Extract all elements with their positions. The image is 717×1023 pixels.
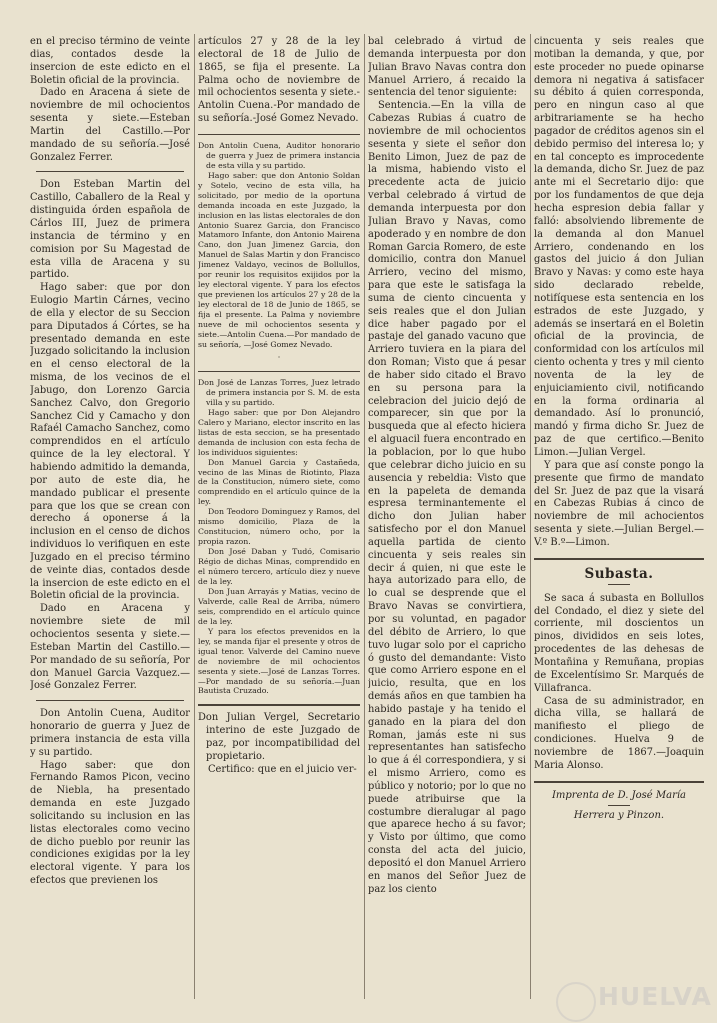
separator-rule	[198, 134, 360, 135]
certificate-closing: Y para que así conste pongo la presente que firmo de mandato del Sr. Juez de paz que la visará en Cabezas Rubias á cinco de noviembre de mil achocientos sesenta y siete.—Julian Bergel.—V.º B.º—Limon.	[534, 459, 704, 548]
separator-rule	[36, 700, 184, 701]
edict-body: Hago saber: que por Don Alejandro Calero y Mariano, elector inscrito en las listas de esta seccion, se ha presentado demanda de inclusion con esta fecha de los individuos siguientes:	[198, 407, 360, 457]
archive-seal-watermark	[556, 982, 596, 1022]
certificate-header: Don Julian Vergel, Secretario interino de este Juzgado de paz, por incompatibilidad del propietario.	[198, 712, 360, 762]
separator-rule	[534, 558, 704, 560]
sentence-continuation: cincuenta y seis reales que motiban la demanda, y que, por este proceder no puede opinarse demora ni negativa á satisfacer su débito á quien corresponda, pero en ningun caso al que arbitrariamente se ha hecho pagador de créditos agenos sin el debido permiso del interesa lo; y en tal concepto es improcedente la demanda, dicho Sr. Juez de paz ante mi el Secretario dijo: que por los fundamentos de que deja hecha espresion debia fallar y falló: absolviendo libremente de la demanda al don Manuel Arriero, condenando en los gastos del juicio á don Julian Bravo y Navas: y como este haya sido declarado rebelde, notifíquese esta sentencia en los estrados de este Juzgado, y además se insertará en el Boletin oficial de la provincia, de conformidad con los artículos mil ciento ochenta y tres y mil ciento noventa de la ley de enjuiciamiento civil, notificando en la forma ordinaria al demandado. Así lo pronunció, mandó y firma dicho Sr. Juez de paz de que certifico.—Benito Limon.—Julian Vergel.	[534, 36, 704, 458]
edict-item: Don José Daban y Tudó, Comisario Régio de dichas Minas, comprendido en el número tercero, artículo diez y nueve de la ley.	[198, 547, 360, 586]
edict-item: Don Manuel Garcia y Castañeda, vecino de las Minas de Riotinto, Plaza de la Constitucion, número siete, como comprendido en el artículo quince de la ley.	[198, 457, 360, 507]
archive-watermark: HUELVA	[598, 982, 712, 1011]
separator-rule	[36, 171, 184, 172]
edict-body: Hago saber: que don Fernando Ramos Picon, vecino de Niebla, ha presentado demanda en este Juzgado solicitando su inclusion en las listas electorales como vecino de dicho pueblo por reunir las condiciones exigidas por la ley electoral vigente. Y para los efectos que previenen los	[30, 759, 190, 887]
certificate-body: Certifico: que en el juicio ver-	[208, 763, 357, 775]
column-2	[198, 36, 360, 777]
separator-rule	[534, 781, 704, 783]
sentence-text: Sentencia.—En la villa de Cabezas Rubias á cuatro de noviembre de mil ochocientos sesenta y siete el señor don Benito Limon, Juez de paz de la misma, habiendo visto el precedente acta de juicio verbal celebrado á virtud de demanda interpuesta por don Julian Bravo y Navas, como apoderado y en nombre de don Roman Garcia Romero, de este domicilio, contra don Manuel Arriero, vecino del mismo, para que este le satisfaga la suma de ciento cincuenta y seis reales que el don Julian dice haber pagado por el pastaje del ganado vacuno que Arriero tuviera en la piara del don Roman; Visto que á pesar de haber sido citado el Bravo en su persona para la celebracion del juicio dejó de comparecer, sin que por la busqueda que al efecto hiciera el alguacil fuera encontrado en la poblacion, por lo que hubo que celebrar dicho juicio en su ausencia y rebeldia: Visto que en la papeleta de demanda espresa terminantemente el dicho don Julian haber satisfecho por el don Manuel aquella partida de ciento cincuenta y seis reales sin decir á quien, ni que este le haya autorizado para ello, de lo cual se desprende que el Bravo Navas se convirtiera, por su voluntad, en pagador del débito de Arriero, lo que tuvo lugar solo por el capricho ó gusto del demandante: Visto que como Arriero espone en el juicio, resulta, que en los demás años en que tambien ha habido pastaje y ha tenido el ganado en la piara del don Roman, jamás este ni sus representantes han satisfecho lo que á él correspondiera, y si el mismo Arriero, como es público y notorio; por lo que no puede atribuirse que la costumbre dieralugar al pago que aparece hecho á su favor; y Visto por último, que como consta del acta del juicio, depositó el don Manuel Arriero en manos del Señor Juez de paz los ciento	[368, 100, 526, 895]
separator-rule	[198, 371, 360, 372]
certificate-continuation: bal celebrado á virtud de demanda interpuesta por don Julian Bravo Navas contra don Manuel Arriero, á recaido la sentencia del tenor siguiente:	[368, 36, 526, 99]
title-dash	[608, 584, 630, 585]
imprint-dash	[608, 805, 630, 806]
edict-signature: Dado en Aracena y noviembre siete de mil ochocientos sesenta y siete.—Esteban Martin del Castillo.—Por mandado de su señoría, Por don Manuel Garcia Vazquez.—José Gonzalez Ferrer.	[30, 603, 190, 692]
separator-rule	[198, 704, 360, 706]
edict-item: Don Teodoro Dominguez y Ramos, del mismo domicilio, Plaza de la Constitucion, número ocho, por la propia razon.	[198, 507, 360, 547]
column-4	[534, 36, 704, 822]
auction-text: Se saca á subasta en Bollullos del Condado, el diez y siete del corriente, mil doscientos un pinos, divididos en seis lotes, procedentes de las dehesas de Montañina y Remuñana, propias de Excelentísimo Sr. Marqués de Villafranca.	[534, 592, 704, 694]
edict-item: Don Juan Arrayás y Matias, vecino de Valverde, calle Real de Arriba, número seis, comprendido en el artículo quince de la ley.	[198, 586, 360, 626]
edict-closing: Y para los efectos prevenidos en la ley, se manda fijar el presente y otros de igual tenor. Valverde del Camino nueve de noviembre de mil ochocientos sesenta y siete.—José de Lanzas Torres.—Por mandado de su señoría.—Juan Bautista Cruzado.	[198, 626, 360, 696]
section-title-subasta: Subasta.	[584, 565, 654, 582]
edict-continuation: artículos 27 y 28 de la ley electoral de 18 de Julio de 1865, se fija el presente. La Palma ocho de noviembre de mil ochocientos sesenta y siete.-Antolin Cuena.-Por mandado de su señoría.-José Gomez Nevado.	[198, 36, 360, 125]
edict-body: Hago saber: que por don Eulogio Martin Cárnes, vecino de ella y elector de su Seccion para Diputados á Córtes, se ha presentado demanda en este Juzgado solicitando la inclusion en el censo electoral de la misma, de los vecinos de el Jabugo, don Lorenzo Garcia Sanchez Calvo, don Gregorio Sanchez Cid y Camacho y don Rafaél Camacho Sanchez, como comprendidos en el artículo quince de la ley electoral. Y habiendo admitido la demanda, por auto de este dia, he mandado publicar el presente para que los que se crean con derecho á oponerse á la inclusion en el censo de dichos individuos lo verifiquen en este Juzgado en el preciso término de veinte dias, contados desde la insercion de este edicto en el Boletin oficial de la provincia.	[30, 282, 190, 602]
edict-header: Don Antolin Cuena, Auditor honorario de guerra y Juez de primera instancia de esta villa y su partido.	[30, 708, 190, 758]
edict-signature: Dado en Aracena á siete de noviembre de mil ochocientos sesenta y siete.—Esteban Martin del Castillo.—Por mandado de su señoría.—José Gonzalez Ferrer.	[30, 87, 190, 163]
column-divider	[364, 34, 365, 999]
column-3	[368, 36, 526, 897]
edict-header: Don Antolin Cuena, Auditor honorario de guerra y Juez de primera instancia de esta villa y su partido.	[198, 140, 360, 170]
edict-header: Don José de Lanzas Torres, Juez letrado de primera instancia por S. M. de esta villa y su partido.	[198, 377, 360, 407]
printer-imprint: Herrera y Pinzon.	[573, 809, 665, 821]
column-1	[30, 36, 190, 888]
column-divider	[530, 34, 531, 999]
edict-body: Hago saber: que don Antonio Soldan y Sotelo, vecino de esta villa, ha solicitado, por medio de la oportuna demanda incoada en este Juzgado, la inclusion en las listas electorales de don Antonio Suarez Garcia, don Francisco Matamoro Infante, don Antonio Mairena Cano, don Juan Jimenez Garcia, don Manuel de Salas Martin y don Francisco Jimenez Valdayo, vecinos de Bollullos, por reunir los requisitos exijidos por la ley electoral vigente. Y para los efectos que previenen los artículos 27 y 28 de la ley electoral de 18 de Junio de 1865, se fija el presente. La Palma y noviembre nueve de mil ochocientos sesenta y siete.—Antolin Cuena.—Por mandado de su señoría, —José Gomez Nevado.	[198, 170, 360, 349]
edict-header: Don Esteban Martin del Castillo, Caballero de la Real y distinguida órden española de Cárlos III, Juez de primera instancia de término y en comision por Su Magestad de esta villa de Aracena y su partido.	[30, 179, 190, 281]
edict-continuation: en el preciso término de veinte dias, contados desde la insercion de este edicto en el Boletin oficial de la provincia.	[30, 36, 190, 86]
auction-text: Casa de su administrador, en dicha villa, se hallará de manifiesto el pliego de condiciones. Huelva 9 de noviembre de 1867.—Joaquin Maria Alonso.	[534, 695, 704, 771]
ornament-dot: ·	[277, 352, 281, 362]
column-divider	[194, 34, 195, 999]
printer-imprint: Imprenta de D. José María	[551, 789, 687, 801]
